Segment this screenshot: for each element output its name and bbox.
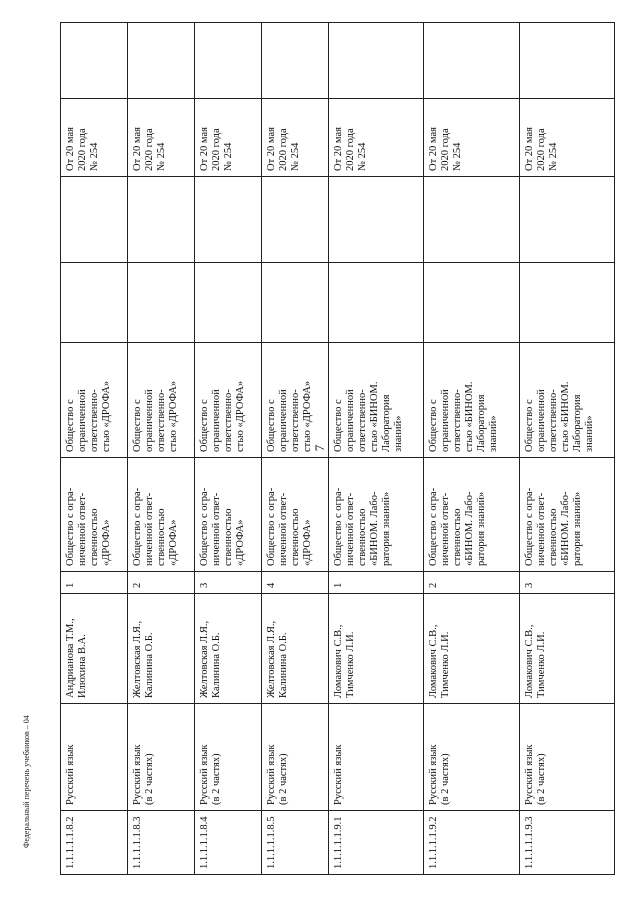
publisher-cell: Общество с огра- ниченной ответ- ственностью «БИНОМ. Лабо- ратория знаний» (329, 458, 424, 572)
subject-cell: Русский язык (в 2 частях) (195, 704, 262, 811)
authors-cell: Ломакович С.В., Тимченко Л.И. (519, 594, 614, 704)
subject-cell: Русский язык (в 2 частях) (519, 704, 614, 811)
order-cell: От 20 мая 2020 года № 254 (61, 99, 128, 177)
note-cell (262, 23, 329, 99)
order-cell: От 20 мая 2020 года № 254 (329, 99, 424, 177)
empty-cell (519, 263, 614, 343)
grade-cell: 3 (195, 572, 262, 594)
grade-cell: 1 (61, 572, 128, 594)
page-number: 7 (312, 444, 327, 452)
authors-cell: Желтовская Л.Я., Калинина О.Б. (262, 594, 329, 704)
publisher-cell: Общество с огра- ниченной ответ- ственностью «ДРОФА» (195, 458, 262, 572)
note-cell (329, 23, 424, 99)
authors-cell: Андрианова Т.М., Илюхина В.А. (61, 594, 128, 704)
owner-cell: Общество с ограниченной ответственно- стью «ДРОФА» (262, 343, 329, 458)
subject-cell: Русский язык (61, 704, 128, 811)
owner-cell: Общество с ограниченной ответственно- стью «БИНОМ. Лаборатория знаний» (519, 343, 614, 458)
empty-cell (262, 263, 329, 343)
empty-cell (61, 177, 128, 263)
empty-cell (329, 177, 424, 263)
order-cell: От 20 мая 2020 года № 254 (519, 99, 614, 177)
table-row (262, 23, 329, 875)
grade-cell: 1 (329, 572, 424, 594)
order-cell: От 20 мая 2020 года № 254 (262, 99, 329, 177)
grade-cell: 4 (262, 572, 329, 594)
row-code-cell: 1.1.1.1.1.8.4 (195, 811, 262, 875)
owner-cell: Общество с ограниченной ответственно- стью «БИНОМ. Лаборатория знаний» (329, 343, 424, 458)
row-code-cell: 1.1.1.1.1.8.3 (128, 811, 195, 875)
grade-cell: 2 (128, 572, 195, 594)
empty-cell (195, 177, 262, 263)
empty-cell (262, 177, 329, 263)
note-cell (61, 23, 128, 99)
page-footer: Федеральный перечень учебников – 04 (22, 715, 31, 848)
empty-cell (424, 263, 519, 343)
row-code-cell: 1.1.1.1.1.9.1 (329, 811, 424, 875)
row-code-cell: 1.1.1.1.1.9.2 (424, 811, 519, 875)
publisher-cell: Общество с огра- ниченной ответ- ственностью «БИНОМ. Лабо- ратория знаний» (424, 458, 519, 572)
empty-cell (128, 177, 195, 263)
empty-cell (519, 177, 614, 263)
grade-cell: 3 (519, 572, 614, 594)
textbook-list-table (60, 22, 615, 875)
order-cell: От 20 мая 2020 года № 254 (128, 99, 195, 177)
note-cell (128, 23, 195, 99)
order-cell: От 20 мая 2020 года № 254 (195, 99, 262, 177)
authors-cell: Желтовская Л.Я., Калинина О.Б. (195, 594, 262, 704)
empty-cell (329, 263, 424, 343)
row-code-cell: 1.1.1.1.1.9.3 (519, 811, 614, 875)
table-row (424, 23, 519, 875)
publisher-cell: Общество с огра- ниченной ответ- ственностью «ДРОФА» (61, 458, 128, 572)
owner-cell: Общество с ограниченной ответственно- стью «ДРОФА» (61, 343, 128, 458)
publisher-cell: Общество с огра- ниченной ответ- ственностью «ДРОФА» (128, 458, 195, 572)
table-row (195, 23, 262, 875)
grade-cell: 2 (424, 572, 519, 594)
owner-cell: Общество с ограниченной ответственно- стью «ДРОФА» (195, 343, 262, 458)
publisher-cell: Общество с огра- ниченной ответ- ственностью «ДРОФА» (262, 458, 329, 572)
note-cell (519, 23, 614, 99)
owner-cell: Общество с ограниченной ответственно- стью «ДРОФА» (128, 343, 195, 458)
subject-cell: Русский язык (в 2 частях) (262, 704, 329, 811)
publisher-cell: Общество с огра- ниченной ответ- ственностью «БИНОМ. Лабо- ратория знаний» (519, 458, 614, 572)
empty-cell (128, 263, 195, 343)
row-code-cell: 1.1.1.1.1.8.2 (61, 811, 128, 875)
subject-cell: Русский язык (в 2 частях) (128, 704, 195, 811)
row-code-cell: 1.1.1.1.1.8.5 (262, 811, 329, 875)
order-cell: От 20 мая 2020 года № 254 (424, 99, 519, 177)
authors-cell: Ломакович С.В., Тимченко Л.И. (329, 594, 424, 704)
note-cell (195, 23, 262, 99)
empty-cell (424, 177, 519, 263)
subject-cell: Русский язык (в 2 частях) (424, 704, 519, 811)
authors-cell: Ломакович С.В., Тимченко Л.И. (424, 594, 519, 704)
owner-cell: Общество с ограниченной ответственно- стью «БИНОМ. Лаборатория знаний» (424, 343, 519, 458)
authors-cell: Желтовская Л.Я., Калинина О.Б. (128, 594, 195, 704)
table-row (519, 23, 614, 875)
subject-cell: Русский язык (329, 704, 424, 811)
table-row (329, 23, 424, 875)
empty-cell (61, 263, 128, 343)
empty-cell (195, 263, 262, 343)
table-row (128, 23, 195, 875)
table-row (61, 23, 128, 875)
note-cell (424, 23, 519, 99)
textbook-table-wrapper (60, 23, 615, 875)
